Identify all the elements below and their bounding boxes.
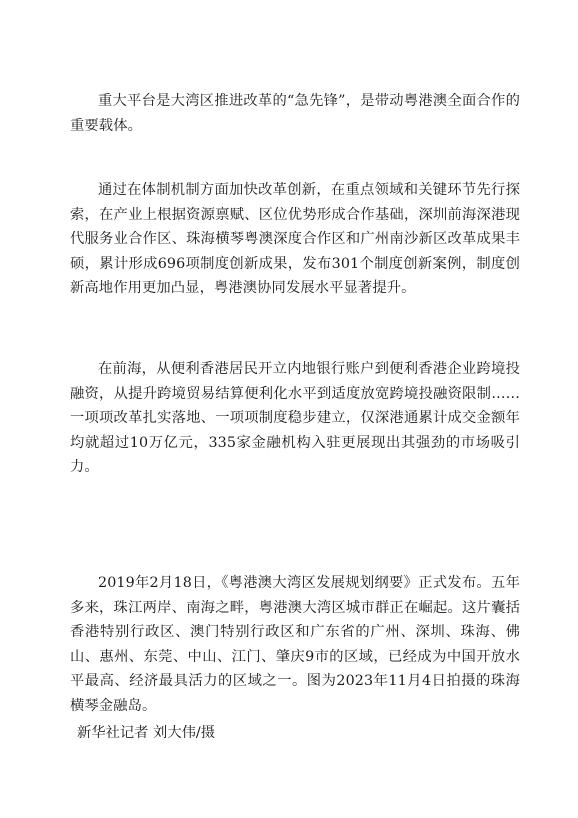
paragraph-major-platforms: 重大平台是大湾区推进改革的“急先锋”，是带动粤港澳全面合作的重要载体。 [70,93,520,134]
paragraph-qianhai: 在前海，从便利香港居民开立内地银行账户到便利香港企业跨境投融资，从提升跨境贸易结算便利化水平到适度放宽跨境投融资限制……一项项改革扎实落地、一项项制度稳步建立，仅深港通累计成交金额年均就超过10万亿元，335家金融机构入驻更展现出其强劲的市场吸引力。 [70,361,520,475]
paragraph-photo-caption: 2019年2月18日，《粤港澳大湾区发展规划纲要》正式发布。五年多来，珠江两岸、南海之畔，粤港澳大湾区城市群正在崛起。这片囊括香港特别行政区、澳门特别行政区和广东省的广州、深圳、珠海、佛山、惠州、东莞、中山、江门、肇庆9市的区域，已经成为中国开放水平最高、经济最具活力的区域之一。图为2023年11月4日拍摄的珠海横琴金融岛。 [70,575,520,714]
photo-credit: 新华社记者 刘大伟/摄 [77,725,216,741]
paragraph-institutional-innovation: 通过在体制机制方面加快改革创新，在重点领域和关键环节先行探索，在产业上根据资源禀赋、区位优势形成合作基础，深圳前海深港现代服务业合作区、珠海横琴粤澳深度合作区和广州南沙新区改革成果丰硕，累计形成696项制度创新成果，发布301个制度创新案例，制度创新高地作用更加凸显，粤港澳协同发展水平显著提升。 [70,182,520,296]
